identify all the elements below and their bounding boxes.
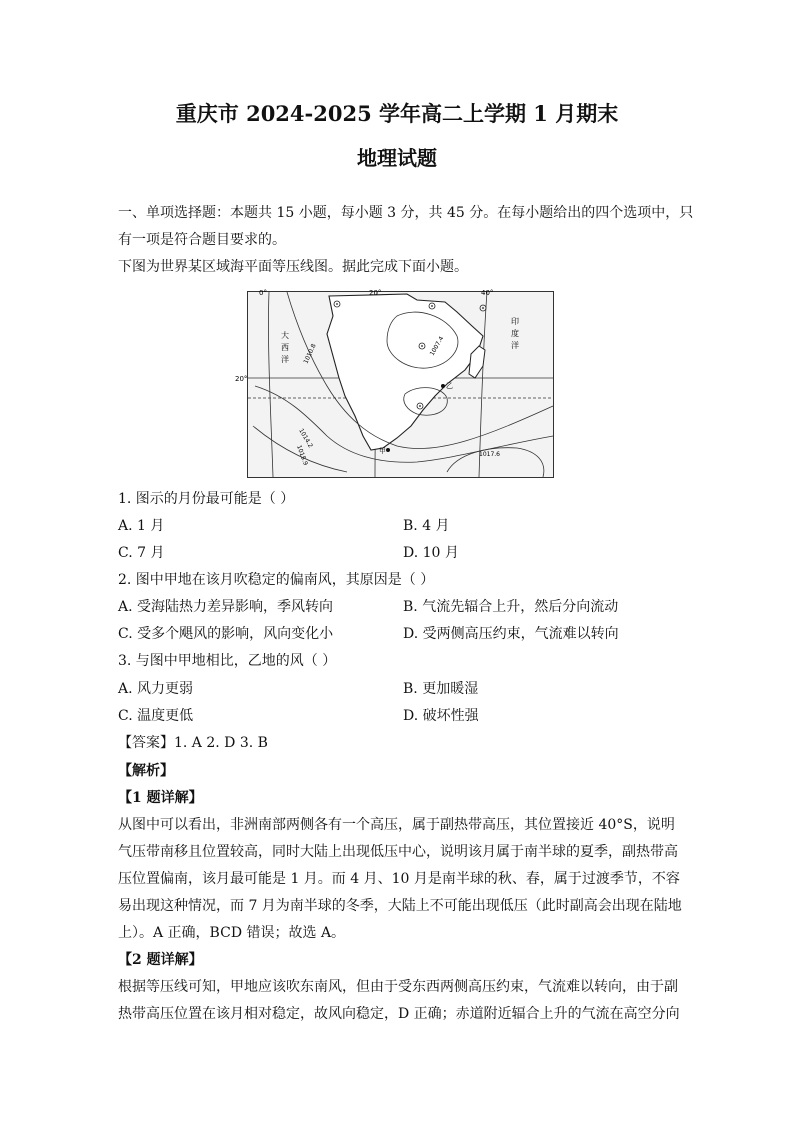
q1-option-b[interactable]: B. 4 月 [403, 518, 450, 534]
document-subtitle: 地理试题 [357, 146, 437, 170]
isobar-label-10074: 1007.4 [428, 335, 446, 357]
answer-line: 【答案】1. A 2. D 3. B [118, 735, 268, 751]
q1-option-a[interactable]: A. 1 月 [118, 518, 165, 534]
lon-label-40: 40° [481, 289, 494, 297]
ocean-indian-3: 洋 [511, 341, 519, 350]
lon-label-0: 0° [259, 289, 267, 297]
isobar-map-figure [235, 286, 554, 478]
ocean-indian-2: 度 [511, 329, 519, 338]
document-title: 重庆市 2024-2025 学年高二上学期 1 月期末 [175, 101, 619, 126]
q1-detail-line-2: 气压带南移且位置较高，同时大陆上出现低压中心，说明该月属于南半球的夏季，副热带高 [118, 844, 678, 860]
isobar-label-10176: 1017.6 [479, 451, 500, 458]
lon-label-20: 20° [369, 289, 382, 297]
q1-detail-line-5: 上）。A 正确，BCD 错误；故选 A。 [118, 925, 346, 941]
question-2-stem: 2. 图中甲地在该月吹稳定的偏南风，其原因是（ ） [118, 572, 435, 588]
q1-detail-line-3: 压位置偏南，该月最可能是 1 月。而 4 月、10 月是南半球的秋、春，属于过渡季节，不容 [118, 871, 680, 887]
q2-option-a[interactable]: A. 受海陆热力差异影响，季风转向 [118, 599, 334, 615]
intro-text: 下图为世界某区域海平面等压线图。据此完成下面小题。 [118, 259, 468, 275]
ocean-atlantic-3: 洋 [281, 355, 289, 364]
ocean-atlantic-1: 大 [281, 331, 289, 340]
section-header-line-1: 一、单项选择题：本题共 15 小题，每小题 3 分，共 45 分。在每小题给出的四个选项中，只 [118, 205, 694, 221]
isobar-label-10159: 1015.9 [295, 444, 309, 467]
place-label-yi: 乙 [446, 382, 453, 390]
place-label-jia: 甲 [379, 447, 386, 455]
place-yi-dot [441, 384, 445, 388]
section-header-line-2: 有一项是符合题目要求的。 [118, 232, 286, 248]
isobar-label-10108: 1010.8 [302, 342, 318, 365]
analysis-label: 【解析】 [118, 763, 174, 779]
q2-detail-line-2: 热带高压位置在该月相对稳定，故风向稳定，D 正确；赤道附近辐合上升的气流在高空分向 [118, 1006, 680, 1022]
q2-detail-line-1: 根据等压线可知，甲地应该吹东南风，但由于受东西两侧高压约束，气流难以转向，由于副 [118, 979, 678, 995]
place-jia-dot [386, 448, 390, 452]
q2-option-c[interactable]: C. 受多个飓风的影响，风向变化小 [118, 626, 334, 642]
lat-label-20: 20° [235, 375, 248, 383]
isobar-label-10142: 1014.2 [297, 427, 314, 450]
ocean-indian-1: 印 [511, 317, 519, 326]
q3-option-d[interactable]: D. 破坏性强 [403, 708, 479, 724]
q1-detail-line-1: 从图中可以看出，非洲南部两侧各有一个高压，属于副热带高压，其位置接近 40°S，说明 [118, 817, 675, 833]
q1-option-c[interactable]: C. 7 月 [118, 545, 165, 561]
q3-option-b[interactable]: B. 更加暖湿 [403, 681, 479, 697]
q2-option-b[interactable]: B. 气流先辐合上升，然后分向流动 [403, 599, 619, 615]
q3-option-c[interactable]: C. 温度更低 [118, 708, 194, 724]
q3-option-a[interactable]: A. 风力更弱 [118, 681, 194, 697]
q2-option-d[interactable]: D. 受两侧高压约束，气流难以转向 [403, 626, 619, 642]
ocean-atlantic-2: 西 [281, 343, 289, 352]
q1-detail-line-4: 易出现这种情况，而 7 月为南半球的冬季，大陆上不可能出现低压（此时副高会出现在陆地 [118, 898, 682, 914]
question-1-stem: 1. 图示的月份最可能是（ ） [118, 491, 295, 507]
q1-detail-label: 【1 题详解】 [118, 790, 203, 806]
q1-option-d[interactable]: D. 10 月 [403, 545, 459, 561]
question-3-stem: 3. 与图中甲地相比，乙地的风（ ） [118, 653, 337, 669]
q2-detail-label: 【2 题详解】 [118, 952, 203, 968]
